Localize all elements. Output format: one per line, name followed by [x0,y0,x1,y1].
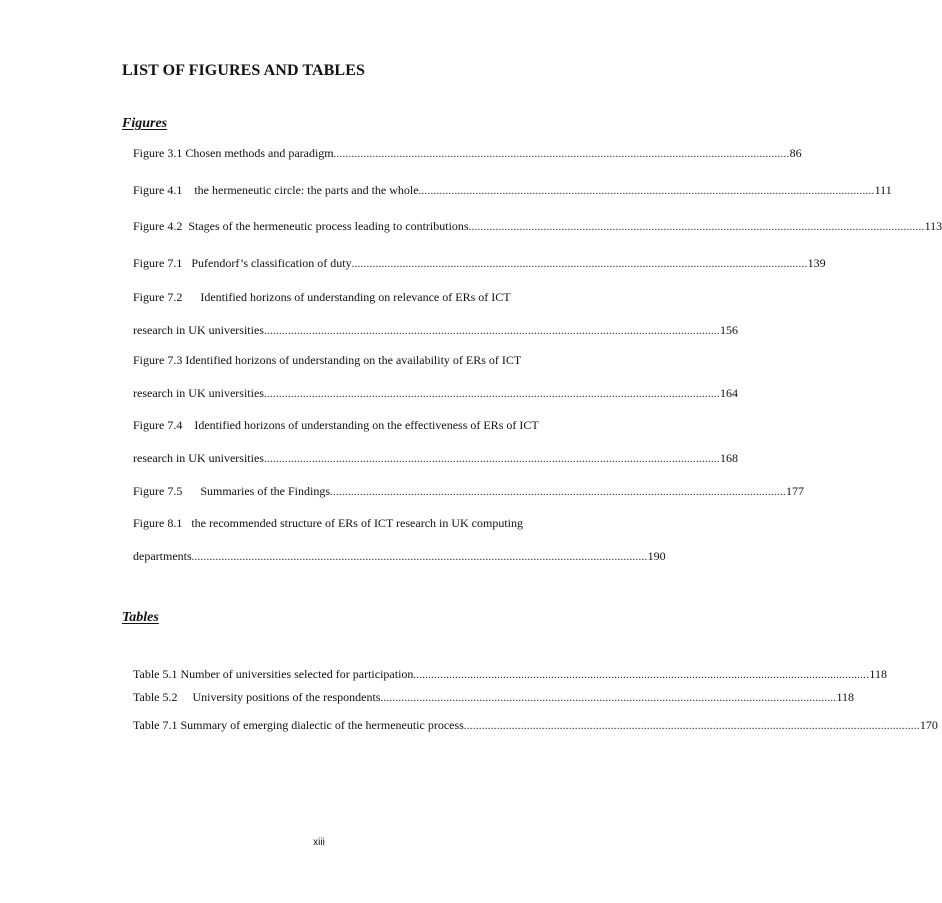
table-entry [133,718,938,734]
figure-entry [133,516,666,565]
figure-entry [133,418,738,467]
figure-entry [133,290,738,339]
table-entry [133,667,887,683]
entry-page-number: 118 [869,667,887,681]
entry-label: Table 7.1 Summary of emerging dialectic of the hermeneutic process [133,718,464,732]
entry-label: Figure 3.1 Chosen methods and paradigm [133,146,334,160]
dot-leader: ........................................................................................................................................................ [418,186,875,197]
dot-leader: ........................................................................................................................................................ [263,389,720,400]
page-title: LIST OF FIGURES AND TABLES [122,62,365,79]
figure-entry [133,219,942,235]
entry-label-line2: research in UK universities [133,451,264,465]
entry-page-number: 170 [919,718,938,732]
dot-leader: ........................................................................................................................................................ [191,552,648,563]
dot-leader: ........................................................................................................................................................ [463,721,920,732]
dot-leader: ........................................................................................................................................................ [263,326,720,337]
entry-page-number: 190 [647,549,666,563]
entry-label: Figure 4.2 Stages of the hermeneutic process leading to contributions [133,219,469,233]
figure-entry [133,484,804,500]
entry-label-line2: departments [133,549,192,563]
entry-label-line1: Figure 7.3 Identified horizons of understanding on the availability of ERs of ICT [133,353,522,367]
entry-page-number: 168 [719,451,738,465]
figure-entry [133,353,738,402]
entry-page-number: 164 [719,386,738,400]
entry-page-number: 156 [719,323,738,337]
entry-label: Table 5.1 Number of universities selected for participation [133,667,414,681]
figure-entry [133,146,802,162]
entry-page-number: 177 [786,484,804,498]
entry-label-line2: research in UK universities [133,323,264,337]
entry-label-line1: Figure 8.1 the recommended structure of ERs of ICT research in UK computing [133,516,524,530]
dot-leader: ........................................................................................................................................................ [380,693,837,704]
dot-leader: ........................................................................................................................................................ [263,454,720,465]
figure-entry [133,183,892,199]
entry-page-number: 113 [924,219,942,233]
tables-heading: Tables [122,610,159,625]
entry-label: Figure 4.1 the hermeneutic circle: the parts and the whole [133,183,419,197]
entry-page-number: 86 [789,146,802,160]
dot-leader: ........................................................................................................................................................ [413,670,870,681]
figure-entry [133,256,826,272]
entry-label-line1: Figure 7.4 Identified horizons of understanding on the effectiveness of ERs of ICT [133,418,539,432]
entry-label: Figure 7.1 Pufendorf’s classification of duty [133,256,352,270]
dot-leader: ........................................................................................................................................................ [330,487,786,498]
entry-page-number: 118 [836,690,855,704]
entry-page-number: 111 [874,183,892,197]
entry-label-line2: research in UK universities [133,386,264,400]
page-number: xiii [313,837,325,848]
dot-leader: ........................................................................................................................................................ [351,259,808,270]
entry-page-number: 139 [807,256,826,270]
entry-label: Table 5.2 University positions of the respondents [133,690,381,704]
dot-leader: ........................................................................................................................................................ [333,149,790,160]
entry-label: Figure 7.5 Summaries of the Findings [133,484,330,498]
dot-leader: ........................................................................................................................................................ [468,222,925,233]
figures-heading: Figures [122,116,168,131]
table-entry [133,690,855,706]
entry-label-line1: Figure 7.2 Identified horizons of understanding on relevance of ERs of ICT [133,290,511,304]
